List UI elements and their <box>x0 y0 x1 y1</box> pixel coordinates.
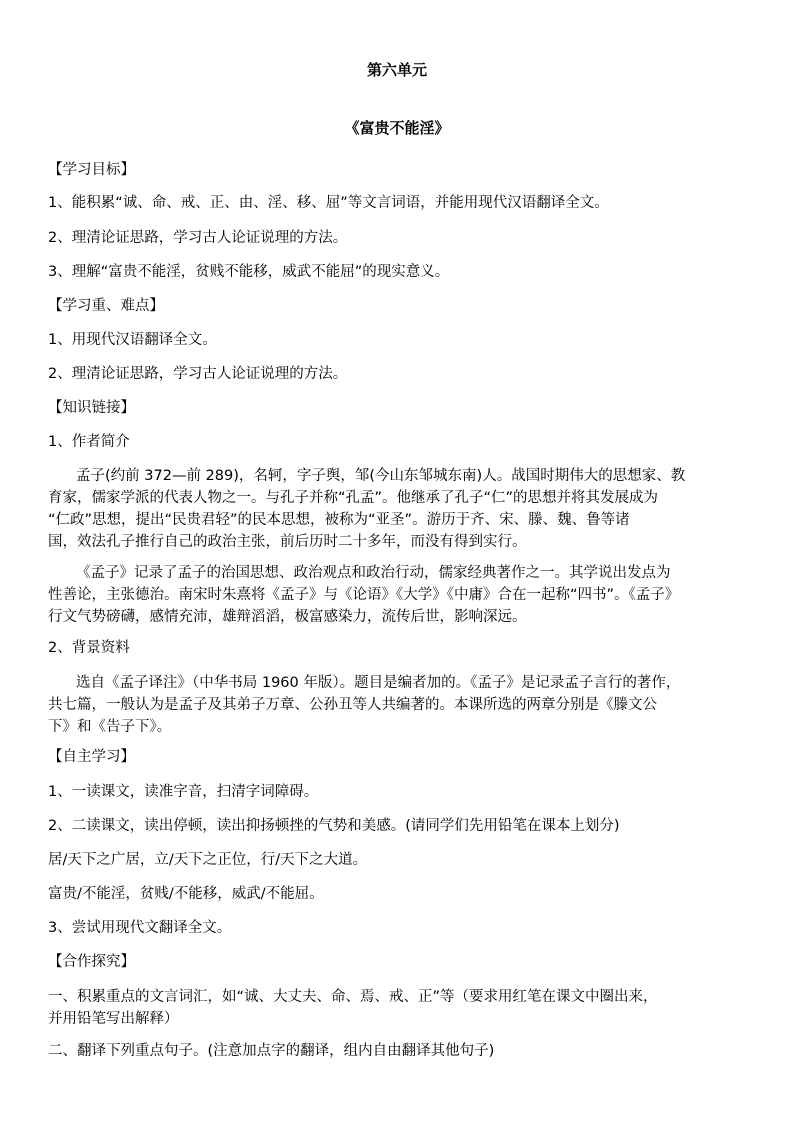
goals-heading: 【学习目标】 <box>48 162 135 178</box>
background-paragraph-line: 共七篇，一般认为是孟子及其弟子万章、公孙丑等人共编著的。本课所选的两章分别是《滕文公 <box>48 697 657 713</box>
author-paragraph-line: 国，效法孔子推行自己的政治主张，前后历时二十多年，而没有得到实行。 <box>48 534 527 550</box>
background-paragraph <box>48 672 750 738</box>
goal-item-2: 2、理清论证思路，学习古人论证说理的方法。 <box>48 230 348 246</box>
cooperation-item-1-line: 一、积累重点的文言词汇，如“诚、大丈夫、命、焉、戒、正”等（要求用红笔在课文中圈出来， <box>48 989 658 1005</box>
author-paragraph <box>48 465 750 553</box>
cooperation-heading: 【合作探究】 <box>48 954 135 970</box>
cooperation-item-2: 二、翻译下列重点句子。(注意加点字的翻译，组内自由翻译其他句子) <box>48 1043 495 1059</box>
knowledge-heading: 【知识链接】 <box>48 400 135 416</box>
unit-title: 第六单元 <box>366 61 427 79</box>
book-paragraph <box>48 562 750 628</box>
background-paragraph-line: 下》和《告子下》。 <box>48 719 172 735</box>
goal-item-3: 3、理解“富贵不能淫，贫贱不能移，威武不能屈”的现实意义。 <box>48 264 450 280</box>
key-points-heading: 【学习重、难点】 <box>48 298 164 314</box>
book-paragraph-line: 行文气势磅礴，感情充沛，雄辩滔滔，极富感染力，流传后世，影响深远。 <box>48 609 527 625</box>
author-paragraph-line: 育家，儒家学派的代表人物之一。与孔子并称“孔孟”。他继承了孔子“仁”的思想并将其发展成为 <box>48 490 659 506</box>
self-study-pause-line-1: 居/天下之广居，立/天下之正位，行/天下之大道。 <box>48 852 368 868</box>
self-study-item-2: 2、二读课文，读出停顿，读出抑扬顿挫的气势和美感。(请同学们先用铅笔在课本上划分) <box>48 818 620 834</box>
author-paragraph-line: 孟子(约前 372—前 289)，名轲，字子舆，邹(今山东邹城东南)人。战国时期伟大的思想家、教 <box>76 468 686 484</box>
goal-item-1: 1、能积累“诚、命、戒、正、由、淫、移、屈”等文言词语，并能用现代汉语翻译全文。 <box>48 195 609 211</box>
author-paragraph-line: “仁政”思想，提出“民贵君轻”的民本思想，被称为“亚圣”。游历于齐、宋、滕、魏、鲁等诸 <box>48 512 630 528</box>
background-heading: 2、背景资料 <box>48 640 130 656</box>
self-study-item-3: 3、尝试用现代文翻译全文。 <box>48 920 232 936</box>
self-study-pause-line-2: 富贵/不能淫，贫贱/不能移，威武/不能屈。 <box>48 886 324 902</box>
cooperation-item-1-line: 并用铅笔写出解释） <box>48 1011 179 1027</box>
lesson-title: 《富贵不能淫》 <box>344 119 450 137</box>
self-study-heading: 【自主学习】 <box>48 749 135 765</box>
book-paragraph-line: 《孟子》记录了孟子的治国思想、政治观点和政治行动，儒家经典著作之一。其学说出发点为 <box>76 565 671 581</box>
author-heading: 1、作者简介 <box>48 434 130 450</box>
key-point-item-1: 1、用现代汉语翻译全文。 <box>48 332 217 348</box>
key-point-item-2: 2、理清论证思路，学习古人论证说理的方法。 <box>48 366 348 382</box>
background-paragraph-line: 选自《孟子译注》（中华书局 1960 年版）。题目是编者加的。《孟子》是记录孟子言行的著作， <box>76 675 681 691</box>
self-study-item-1: 1、一读课文，读准字音，扫清字词障碍。 <box>48 784 319 800</box>
cooperation-item-1 <box>48 986 750 1030</box>
book-paragraph-line: 性善论，主张德治。南宋时朱熹将《孟子》与《论语》《大学》《中庸》合在一起称“四书”。《孟子》 <box>48 587 680 603</box>
